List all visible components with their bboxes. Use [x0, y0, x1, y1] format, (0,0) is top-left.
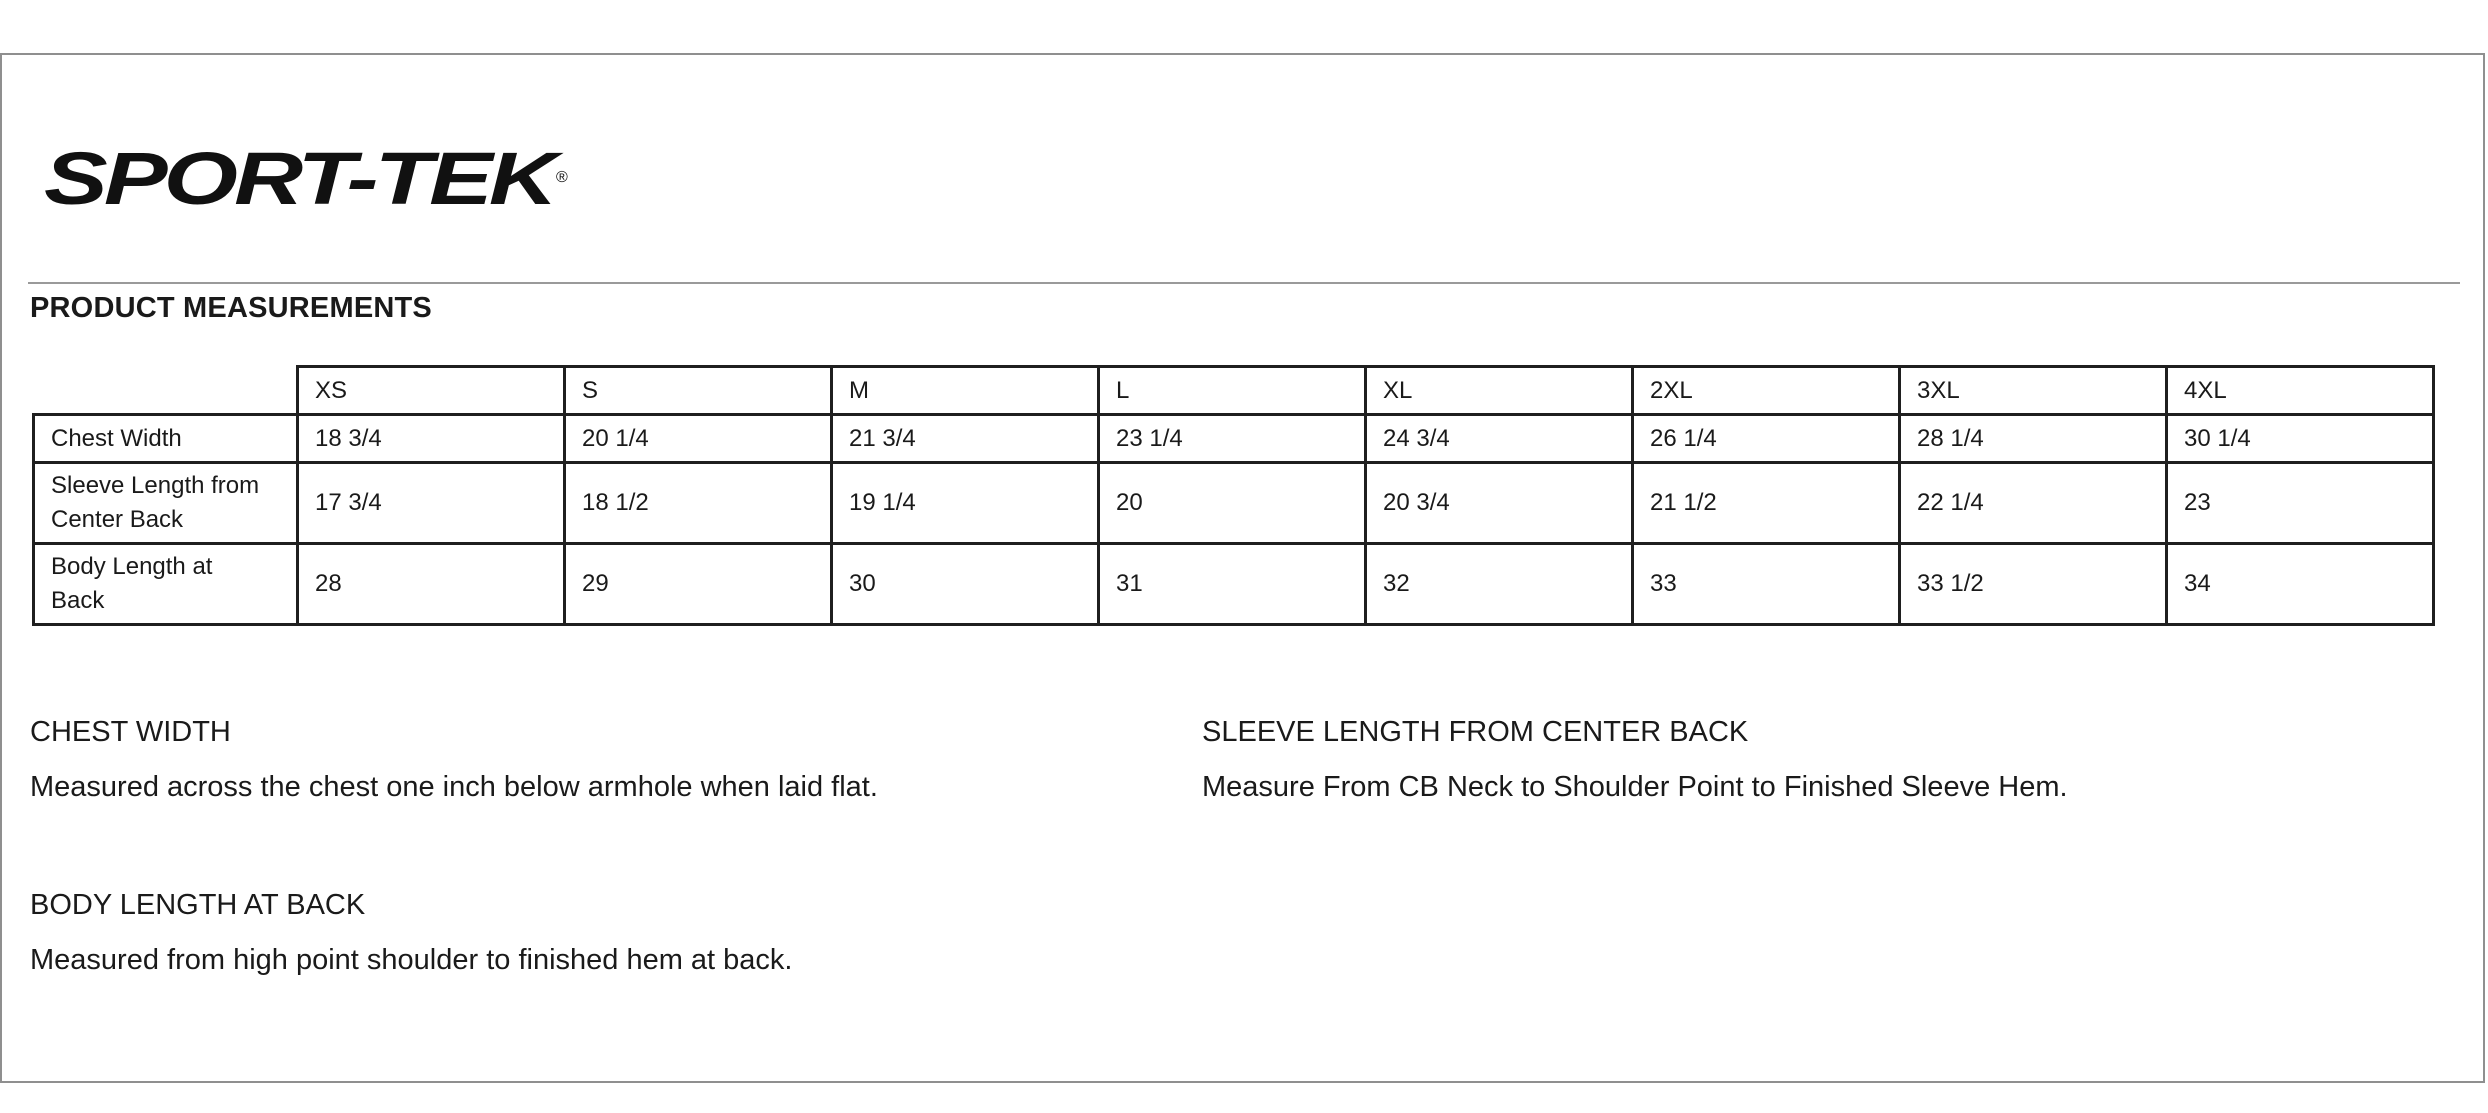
row-label-line: Back — [51, 587, 105, 614]
table-cell: 33 1/2 — [1900, 544, 2167, 625]
table-cell: 20 — [1099, 463, 1366, 544]
table-row — [34, 463, 2434, 544]
table-row — [34, 544, 2434, 625]
size-header: XL — [1366, 367, 1633, 415]
definition-text: Measure From CB Neck to Shoulder Point to Finished Sleeve Hem. — [1202, 771, 2068, 803]
size-header: 4XL — [2167, 367, 2434, 415]
size-header: XS — [298, 367, 565, 415]
size-header: 3XL — [1900, 367, 2167, 415]
row-label-line: Sleeve Length from — [51, 472, 260, 499]
definition-text: Measured across the chest one inch below armhole when laid flat. — [30, 771, 878, 803]
sport-tek-logo — [40, 138, 580, 220]
table-cell: 20 1/4 — [565, 415, 832, 463]
size-header: L — [1099, 367, 1366, 415]
table-cell: 21 3/4 — [832, 415, 1099, 463]
definition-sleeve-length — [1202, 716, 2068, 804]
table-cell: 33 — [1633, 544, 1900, 625]
header-divider — [28, 282, 2460, 284]
table-cell: 28 1/4 — [1900, 415, 2167, 463]
table-row — [34, 415, 2434, 463]
definition-chest-width — [30, 716, 878, 804]
table-header-row — [34, 367, 2434, 415]
table-cell: 22 1/4 — [1900, 463, 2167, 544]
definition-title: BODY LENGTH AT BACK — [30, 889, 366, 921]
table-cell: 28 — [298, 544, 565, 625]
table-cell: 31 — [1099, 544, 1366, 625]
definition-title: SLEEVE LENGTH FROM CENTER BACK — [1202, 716, 1749, 748]
definition-body-length — [30, 889, 792, 977]
table-cell: 17 3/4 — [298, 463, 565, 544]
size-header: M — [832, 367, 1099, 415]
definition-title: CHEST WIDTH — [30, 716, 231, 748]
table-cell: 19 1/4 — [832, 463, 1099, 544]
table-cell: 23 1/4 — [1099, 415, 1366, 463]
table-cell: 20 3/4 — [1366, 463, 1633, 544]
table-cell: 24 3/4 — [1366, 415, 1633, 463]
size-header: 2XL — [1633, 367, 1900, 415]
table-corner-cell — [34, 367, 298, 415]
section-title: PRODUCT MEASUREMENTS — [30, 292, 432, 324]
size-chart-table — [32, 365, 2435, 626]
svg-text:®: ® — [556, 169, 568, 186]
table-cell: 32 — [1366, 544, 1633, 625]
table-cell: 18 3/4 — [298, 415, 565, 463]
row-label-line: Body Length at — [51, 553, 213, 580]
table-cell: 30 1/4 — [2167, 415, 2434, 463]
table-cell: 21 1/2 — [1633, 463, 1900, 544]
row-label: Chest Width — [34, 415, 298, 463]
svg-text:SPORT-TEK: SPORT-TEK — [44, 138, 564, 220]
table-cell: 29 — [565, 544, 832, 625]
table-cell: 18 1/2 — [565, 463, 832, 544]
table-cell: 23 — [2167, 463, 2434, 544]
table-cell: 34 — [2167, 544, 2434, 625]
size-header: S — [565, 367, 832, 415]
table-cell: 26 1/4 — [1633, 415, 1900, 463]
table-cell: 30 — [832, 544, 1099, 625]
definition-text: Measured from high point shoulder to finished hem at back. — [30, 944, 793, 976]
row-label-line: Center Back — [51, 506, 184, 533]
row-label — [34, 463, 298, 544]
row-label — [34, 544, 298, 625]
